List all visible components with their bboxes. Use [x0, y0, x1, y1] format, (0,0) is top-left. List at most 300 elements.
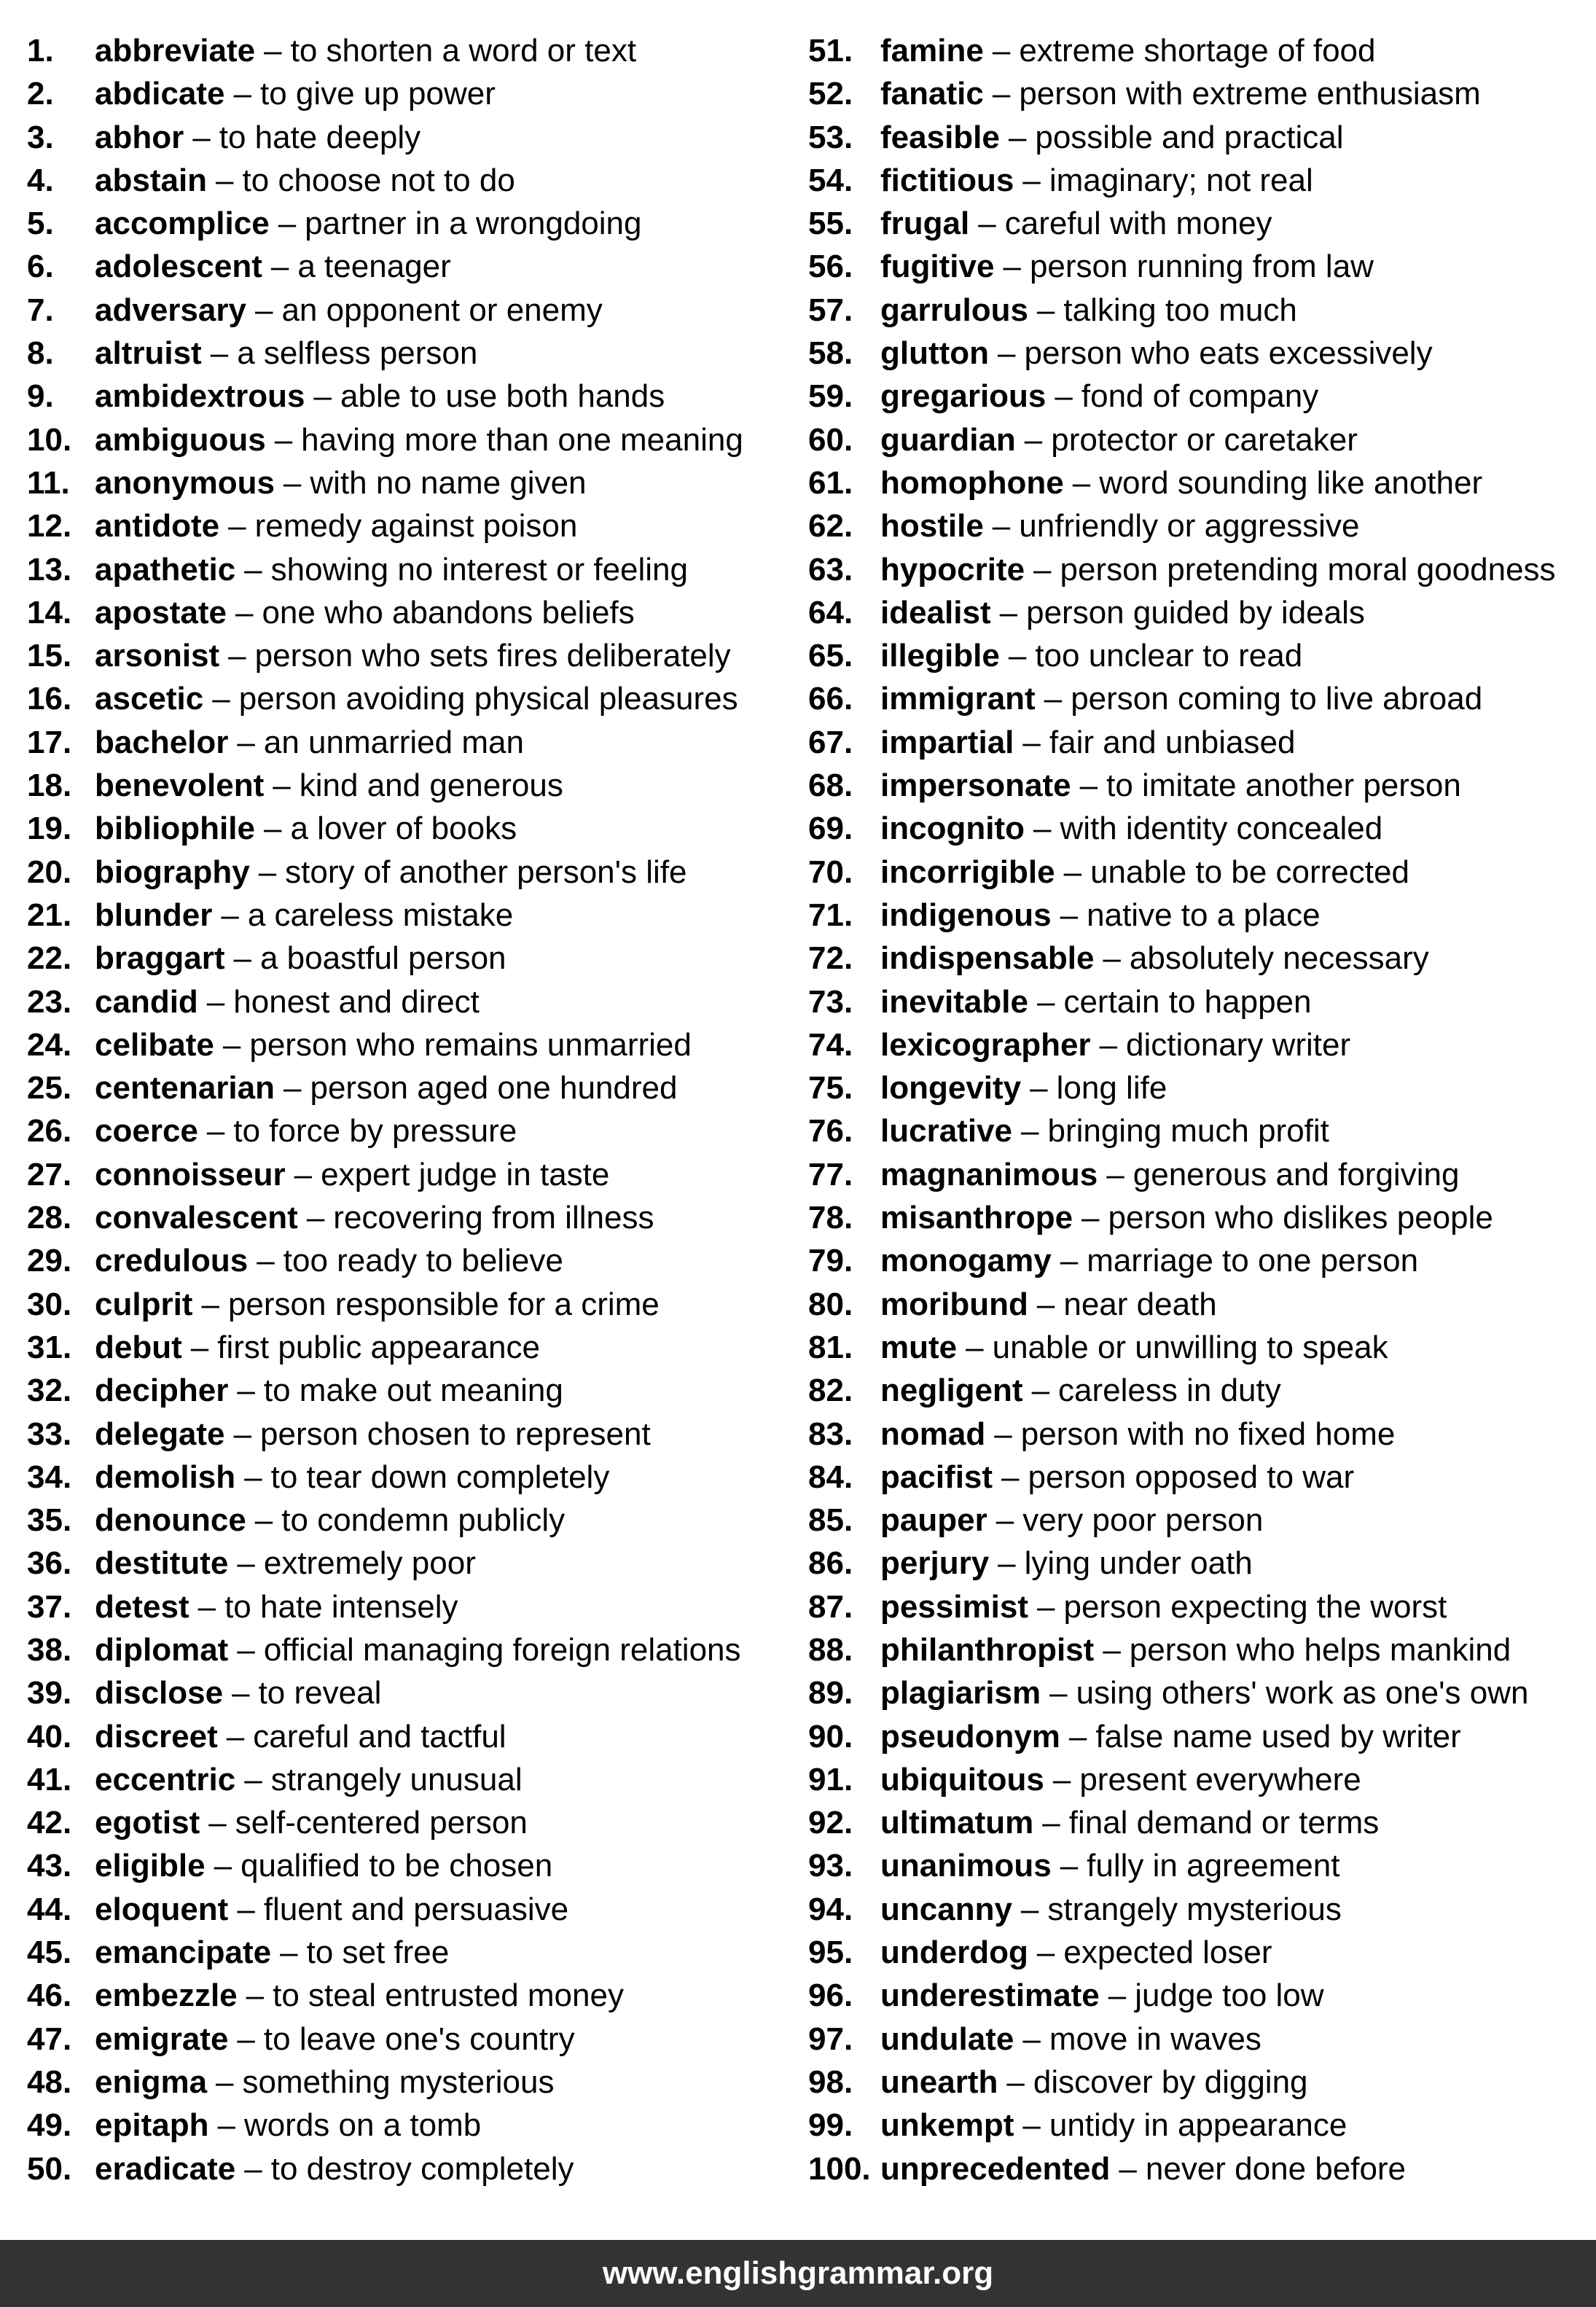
item-number: 17.: [27, 724, 72, 760]
item-separator: –: [280, 1935, 298, 1971]
item-definition: with identity concealed: [1060, 811, 1383, 847]
item-entry: [95, 332, 477, 375]
item-entry: [880, 289, 1297, 332]
list-item: [27, 2061, 798, 2104]
list-item: [808, 461, 1596, 504]
item-word: centenarian: [95, 1070, 275, 1106]
item-definition: careful and tactful: [253, 1718, 506, 1754]
item-entry: [880, 29, 1376, 72]
item-separator: –: [1042, 1805, 1060, 1841]
item-word: hostile: [880, 508, 984, 544]
item-number: 90.: [808, 1718, 853, 1754]
item-entry: [880, 418, 1358, 461]
item-number: 31.: [27, 1329, 72, 1365]
list-item: [808, 29, 1596, 72]
item-separator: –: [1055, 378, 1073, 415]
list-item: [27, 504, 798, 547]
item-word: idealist: [880, 594, 991, 631]
item-definition: able to use both hands: [340, 378, 665, 415]
item-separator: –: [306, 1200, 325, 1236]
list-item: [27, 764, 798, 807]
item-separator: –: [1049, 1675, 1068, 1711]
item-word: undulate: [880, 2021, 1014, 2057]
item-entry: [95, 1283, 660, 1326]
item-definition: to leave one's country: [263, 2021, 575, 2057]
item-word: emigrate: [95, 2021, 229, 2057]
item-entry: [95, 504, 577, 547]
item-entry: [95, 591, 635, 634]
item-definition: unable to be corrected: [1090, 854, 1409, 890]
list-item: [27, 1456, 798, 1499]
item-separator: –: [1022, 162, 1041, 198]
item-word: apathetic: [95, 551, 236, 588]
list-item: [808, 1844, 1596, 1887]
item-number: 56.: [808, 249, 853, 285]
item-number: 95.: [808, 1935, 853, 1971]
item-word: pessimist: [880, 1588, 1028, 1625]
item-word: pauper: [880, 1502, 987, 1539]
item-entry: [880, 2061, 1308, 2104]
list-item: [27, 721, 798, 764]
item-definition: dictionary writer: [1126, 1026, 1351, 1063]
item-number: 1.: [27, 33, 54, 69]
item-word: bibliophile: [95, 811, 255, 847]
item-entry: [880, 1628, 1511, 1671]
item-number: 93.: [808, 1848, 853, 1884]
item-word: incorrigible: [880, 854, 1055, 890]
item-number: 10.: [27, 421, 72, 458]
item-word: famine: [880, 33, 984, 69]
item-number: 45.: [27, 1935, 72, 1971]
item-word: eradicate: [95, 2150, 236, 2187]
item-entry: [95, 1499, 565, 1542]
item-number: 55.: [808, 206, 853, 242]
item-word: lucrative: [880, 1113, 1012, 1149]
item-separator: –: [313, 378, 332, 415]
item-word: arsonist: [95, 638, 220, 674]
list-item: [27, 1888, 798, 1931]
item-number: 13.: [27, 551, 72, 588]
item-entry: [95, 72, 496, 115]
item-separator: –: [1103, 940, 1121, 977]
item-number: 11.: [27, 464, 70, 501]
item-definition: person chosen to represent: [260, 1416, 651, 1452]
item-entry: [95, 1326, 540, 1369]
item-definition: word sounding like another: [1099, 464, 1483, 501]
item-entry: [880, 937, 1429, 980]
item-separator: –: [232, 1675, 250, 1711]
item-definition: self-centered person: [235, 1805, 528, 1841]
item-separator: –: [992, 76, 1011, 112]
list-item: [27, 1844, 798, 1887]
item-definition: absolutely necessary: [1129, 940, 1429, 977]
item-word: impartial: [880, 724, 1014, 760]
item-definition: imaginary; not real: [1049, 162, 1313, 198]
list-item: [27, 289, 798, 332]
item-separator: –: [274, 421, 293, 458]
item-number: 14.: [27, 594, 72, 631]
item-separator: –: [1099, 1026, 1118, 1063]
item-definition: too ready to believe: [283, 1243, 563, 1279]
item-definition: bringing much profit: [1047, 1113, 1329, 1149]
item-number: 80.: [808, 1286, 853, 1322]
list-item: [808, 159, 1596, 202]
item-word: apostate: [95, 594, 227, 631]
item-definition: fully in agreement: [1087, 1848, 1340, 1884]
item-word: misanthrope: [880, 1200, 1073, 1236]
item-entry: [95, 1931, 449, 1974]
item-definition: person pretending moral goodness: [1060, 551, 1556, 588]
item-definition: one who abandons beliefs: [262, 594, 635, 631]
item-separator: –: [206, 983, 225, 1020]
item-number: 21.: [27, 897, 72, 933]
item-number: 97.: [808, 2021, 853, 2057]
item-definition: to force by pressure: [233, 1113, 517, 1149]
item-entry: [880, 1931, 1272, 1974]
item-entry: [95, 202, 641, 245]
item-word: inevitable: [880, 983, 1028, 1020]
list-item: [808, 591, 1596, 634]
item-word: garrulous: [880, 292, 1028, 328]
item-definition: very poor person: [1022, 1502, 1264, 1539]
item-number: 42.: [27, 1805, 72, 1841]
item-separator: –: [237, 1631, 255, 1668]
item-number: 60.: [808, 421, 853, 458]
item-word: ubiquitous: [880, 1761, 1044, 1797]
item-entry: [95, 1801, 528, 1844]
item-word: candid: [95, 983, 198, 1020]
item-number: 19.: [27, 811, 72, 847]
item-separator: –: [1063, 854, 1082, 890]
list-item: [27, 72, 798, 115]
item-word: impersonate: [880, 768, 1071, 804]
item-entry: [880, 634, 1302, 677]
item-number: 83.: [808, 1416, 853, 1452]
list-item: [808, 548, 1596, 591]
item-separator: –: [1103, 1631, 1121, 1668]
item-definition: protector or caretaker: [1051, 421, 1358, 458]
item-number: 58.: [808, 335, 853, 372]
item-entry: [880, 1671, 1528, 1714]
footer: [0, 2240, 1596, 2307]
item-word: underestimate: [880, 1978, 1100, 2014]
item-entry: [95, 1888, 568, 1931]
item-entry: [95, 375, 665, 418]
item-entry: [880, 1153, 1459, 1196]
item-definition: untidy in appearance: [1049, 2107, 1347, 2144]
list-item: [808, 2018, 1596, 2061]
list-item: [27, 634, 798, 677]
item-entry: [95, 29, 636, 72]
item-separator: –: [264, 33, 282, 69]
item-number: 74.: [808, 1026, 853, 1063]
item-word: benevolent: [95, 768, 265, 804]
item-separator: –: [257, 1243, 275, 1279]
item-word: indigenous: [880, 897, 1052, 933]
item-separator: –: [1044, 681, 1063, 717]
item-word: adversary: [95, 292, 246, 328]
item-number: 27.: [27, 1156, 72, 1192]
item-number: 25.: [27, 1070, 72, 1106]
list-item: [27, 202, 798, 245]
item-word: fugitive: [880, 249, 995, 285]
item-definition: unable or unwilling to speak: [992, 1329, 1388, 1365]
item-number: 65.: [808, 638, 853, 674]
item-definition: long life: [1056, 1070, 1167, 1106]
item-definition: expected loser: [1063, 1935, 1272, 1971]
item-definition: fond of company: [1081, 378, 1319, 415]
list-item: [27, 548, 798, 591]
item-entry: [95, 245, 451, 288]
item-entry: [880, 1801, 1379, 1844]
item-separator: –: [244, 551, 262, 588]
item-separator: –: [998, 335, 1016, 372]
item-number: 50.: [27, 2150, 72, 2187]
item-definition: using others' work as one's own: [1076, 1675, 1529, 1711]
item-definition: person who remains unmarried: [249, 1026, 692, 1063]
item-definition: to choose not to do: [242, 162, 515, 198]
item-entry: [880, 677, 1482, 720]
list-item: [27, 1196, 798, 1239]
item-definition: to make out meaning: [263, 1373, 563, 1409]
item-entry: [880, 851, 1409, 894]
item-word: ultimatum: [880, 1805, 1034, 1841]
item-separator: –: [246, 1978, 265, 2014]
item-entry: [880, 245, 1374, 288]
item-word: disclose: [95, 1675, 224, 1711]
column-right: [798, 29, 1596, 2190]
item-number: 52.: [808, 76, 853, 112]
list-item: [808, 1585, 1596, 1628]
list-item: [808, 72, 1596, 115]
item-entry: [95, 894, 513, 937]
item-number: 35.: [27, 1502, 72, 1539]
list-item: [27, 461, 798, 504]
item-number: 59.: [808, 378, 853, 415]
item-separator: –: [998, 1545, 1016, 1582]
list-item: [27, 1671, 798, 1714]
item-separator: –: [1033, 551, 1052, 588]
item-number: 15.: [27, 638, 72, 674]
item-number: 94.: [808, 1891, 853, 1927]
list-item: [808, 1931, 1596, 1974]
item-word: demolish: [95, 1459, 236, 1495]
item-separator: –: [1020, 1891, 1039, 1927]
item-definition: something mysterious: [242, 2064, 555, 2100]
item-separator: –: [228, 638, 246, 674]
item-entry: [880, 1715, 1461, 1758]
item-number: 5.: [27, 206, 54, 242]
item-definition: an opponent or enemy: [281, 292, 603, 328]
item-definition: having more than one meaning: [301, 421, 743, 458]
item-number: 38.: [27, 1631, 72, 1668]
list-item: [27, 1283, 798, 1326]
item-definition: official managing foreign relations: [263, 1631, 741, 1668]
item-definition: honest and direct: [233, 983, 480, 1020]
item-word: bachelor: [95, 724, 229, 760]
item-word: detest: [95, 1588, 189, 1625]
item-number: 47.: [27, 2021, 72, 2057]
item-separator: –: [214, 1848, 232, 1884]
item-number: 6.: [27, 249, 54, 285]
item-definition: too unclear to read: [1035, 638, 1303, 674]
item-definition: recovering from illness: [333, 1200, 654, 1236]
item-number: 16.: [27, 681, 72, 717]
item-definition: never done before: [1145, 2150, 1407, 2187]
item-number: 26.: [27, 1113, 72, 1149]
item-number: 61.: [808, 464, 853, 501]
item-entry: [880, 894, 1321, 937]
item-definition: extreme shortage of food: [1019, 33, 1376, 69]
item-separator: –: [1003, 249, 1021, 285]
item-definition: person who helps mankind: [1129, 1631, 1511, 1668]
item-definition: showing no interest or feeling: [270, 551, 688, 588]
item-number: 7.: [27, 292, 54, 328]
item-entry: [880, 591, 1365, 634]
item-word: guardian: [880, 421, 1016, 458]
item-entry: [880, 1239, 1418, 1282]
item-entry: [880, 1844, 1339, 1887]
item-separator: –: [999, 594, 1018, 631]
item-definition: person opposed to war: [1028, 1459, 1355, 1495]
item-word: blunder: [95, 897, 213, 933]
item-definition: person who dislikes people: [1108, 1200, 1493, 1236]
item-definition: a selfless person: [237, 335, 478, 372]
item-separator: –: [190, 1329, 209, 1365]
item-number: 71.: [808, 897, 853, 933]
item-entry: [95, 159, 515, 202]
list-item: [27, 2104, 798, 2147]
list-item: [808, 634, 1596, 677]
list-item: [808, 2061, 1596, 2104]
item-definition: marriage to one person: [1087, 1243, 1419, 1279]
list-item: [27, 116, 798, 159]
list-item: [808, 1542, 1596, 1585]
item-word: longevity: [880, 1070, 1022, 1106]
item-separator: –: [992, 508, 1011, 544]
item-separator: –: [222, 1026, 241, 1063]
item-separator: –: [210, 335, 229, 372]
item-entry: [880, 2104, 1347, 2147]
list-item: [27, 1585, 798, 1628]
item-number: 3.: [27, 119, 54, 155]
list-item: [808, 807, 1596, 850]
item-word: epitaph: [95, 2107, 209, 2144]
item-entry: [95, 418, 743, 461]
item-number: 100.: [808, 2150, 871, 2187]
item-word: celibate: [95, 1026, 214, 1063]
item-number: 49.: [27, 2107, 72, 2144]
item-number: 70.: [808, 854, 853, 890]
item-word: homophone: [880, 464, 1064, 501]
item-definition: qualified to be chosen: [240, 1848, 553, 1884]
item-separator: –: [244, 1761, 262, 1797]
item-word: eccentric: [95, 1761, 236, 1797]
item-separator: –: [235, 594, 254, 631]
item-entry: [880, 1023, 1350, 1066]
item-separator: –: [208, 1805, 227, 1841]
item-separator: –: [254, 292, 273, 328]
item-entry: [880, 2018, 1261, 2061]
item-definition: with no name given: [310, 464, 587, 501]
item-entry: [880, 159, 1313, 202]
list-item: [27, 1628, 798, 1671]
item-word: culprit: [95, 1286, 193, 1322]
list-item: [808, 1628, 1596, 1671]
list-item: [808, 1456, 1596, 1499]
item-separator: –: [1079, 768, 1098, 804]
item-entry: [95, 980, 480, 1023]
item-number: 29.: [27, 1243, 72, 1279]
item-word: magnanimous: [880, 1156, 1098, 1192]
list-item: [27, 159, 798, 202]
column-left: [0, 29, 798, 2190]
item-separator: –: [995, 1502, 1014, 1539]
item-word: braggart: [95, 940, 225, 977]
item-definition: person with extreme enthusiasm: [1019, 76, 1481, 112]
item-definition: to shorten a word or text: [290, 33, 637, 69]
item-word: abstain: [95, 162, 208, 198]
item-definition: an unmarried man: [263, 724, 524, 760]
item-entry: [95, 764, 563, 807]
list-item: [27, 1239, 798, 1282]
item-word: ambidextrous: [95, 378, 305, 415]
item-separator: –: [233, 1416, 251, 1452]
item-entry: [880, 980, 1312, 1023]
item-entry: [880, 504, 1359, 547]
item-definition: to tear down completely: [270, 1459, 610, 1495]
item-separator: –: [1001, 1459, 1020, 1495]
item-entry: [880, 1499, 1263, 1542]
item-number: 53.: [808, 119, 853, 155]
list-item: [808, 289, 1596, 332]
item-word: diplomat: [95, 1631, 229, 1668]
item-entry: [95, 634, 731, 677]
item-definition: person coming to live abroad: [1071, 681, 1483, 717]
item-entry: [95, 1109, 517, 1152]
list-item: [808, 2104, 1596, 2147]
item-number: 67.: [808, 724, 853, 760]
list-item: [808, 2147, 1596, 2190]
item-definition: careful with money: [1004, 206, 1272, 242]
list-item: [27, 1369, 798, 1412]
item-word: abbreviate: [95, 33, 256, 69]
item-separator: –: [966, 1329, 984, 1365]
item-separator: –: [1022, 2107, 1041, 2144]
item-definition: expert judge in taste: [321, 1156, 610, 1192]
item-word: plagiarism: [880, 1675, 1041, 1711]
item-separator: –: [237, 1373, 255, 1409]
item-word: anonymous: [95, 464, 275, 501]
item-entry: [880, 807, 1382, 850]
item-definition: false name used by writer: [1095, 1718, 1461, 1754]
list-item: [27, 1109, 798, 1152]
item-entry: [880, 72, 1481, 115]
item-word: feasible: [880, 119, 1000, 155]
list-item: [808, 937, 1596, 980]
item-separator: –: [216, 162, 234, 198]
item-number: 82.: [808, 1373, 853, 1409]
item-definition: kind and generous: [299, 768, 563, 804]
item-definition: native to a place: [1087, 897, 1321, 933]
item-word: emancipate: [95, 1935, 272, 1971]
item-definition: person who sets fires deliberately: [254, 638, 731, 674]
item-entry: [95, 1758, 523, 1801]
list-item: [27, 245, 798, 288]
footer-url: www.englishgrammar.org: [602, 2255, 994, 2291]
list-item: [27, 1326, 798, 1369]
item-entry: [95, 721, 524, 764]
